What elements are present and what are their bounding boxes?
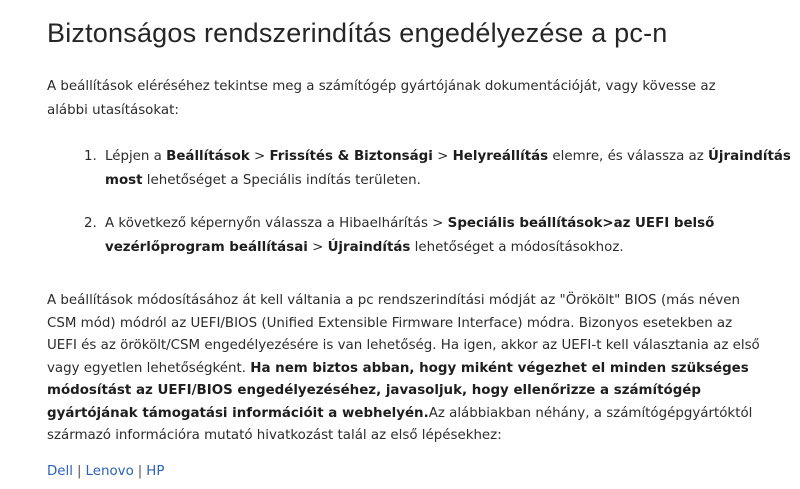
uefi-info-text-2: Az alábbiakban néhány, a számítógépgyártóktól származó információra mutató hivatkozást talál az első lépésekhez: (47, 405, 753, 443)
step-1-text-3: > (432, 149, 453, 164)
step-1-bold-4: Újraindítás most (105, 149, 791, 188)
step-1-bold-3: Helyreállítás (452, 149, 549, 164)
uefi-info-paragraph (47, 290, 762, 448)
link-separator: | (77, 464, 82, 479)
step-1-bold-2: Frissítés & Biztonsági (269, 149, 433, 164)
step-1-text-1: Lépjen a (105, 149, 167, 164)
uefi-info-bold: Ha nem biztos abban, hogy miként végezhet el minden szükséges módosítást az UEFI/BIOS engedélyezéséhez, javasoljuk, hogy ellenőrizze a számítógép gyártójának támogatási információit a webhelyén. (47, 360, 749, 421)
intro-paragraph: A beállítások eléréséhez tekintse meg a számítógép gyártójának dokumentációját, vagy kövesse az alábbi utasításokat: (47, 79, 716, 118)
step-1-text-5: lehetőséget a Speciális indítás területen. (142, 173, 421, 188)
steps-list (47, 145, 800, 260)
step-1-text-2: > (249, 149, 270, 164)
step-2-bold-2: Újraindítás (327, 240, 411, 255)
step-1-text-4: elemre, és válassza az (548, 149, 709, 164)
step-item-2 (101, 212, 800, 260)
uefi-info-text-1: A beállítások módosításához át kell váltania a pc rendszerindítási módját az "Örökölt" BIOS (más néven CSM mód) módról az UEFI/BIOS (Unified Extensible Firmware Interface) módra. Bizonyos esetekben az UEFI és az örökölt/CSM engedélyezésére is van lehetőség. Ha igen, akkor az UEFI-t kell választania az első vagy egyetlen lehetőségként. (47, 293, 760, 376)
link-lenovo[interactable]: Lenovo (85, 464, 134, 479)
link-separator: | (137, 464, 143, 479)
link-dell[interactable]: Dell (47, 464, 73, 479)
step-item-1 (101, 145, 800, 193)
step-2-text-3: lehetőséget a módosításokhoz. (410, 240, 624, 255)
manufacturer-links (47, 460, 164, 484)
step-2-text-1: A következő képernyőn válassza a Hibaelhárítás > (105, 216, 448, 231)
step-2-text-2: > (307, 240, 328, 255)
step-1-bold-1: Beállítások (166, 149, 250, 164)
link-hp[interactable]: HP (146, 464, 165, 479)
page-title: Biztonságos rendszerindítás engedélyezése a pc-n (47, 18, 668, 48)
step-2-bold-1: Speciális beállítások>az UEFI belső vezérlőprogram beállításai (105, 216, 715, 255)
